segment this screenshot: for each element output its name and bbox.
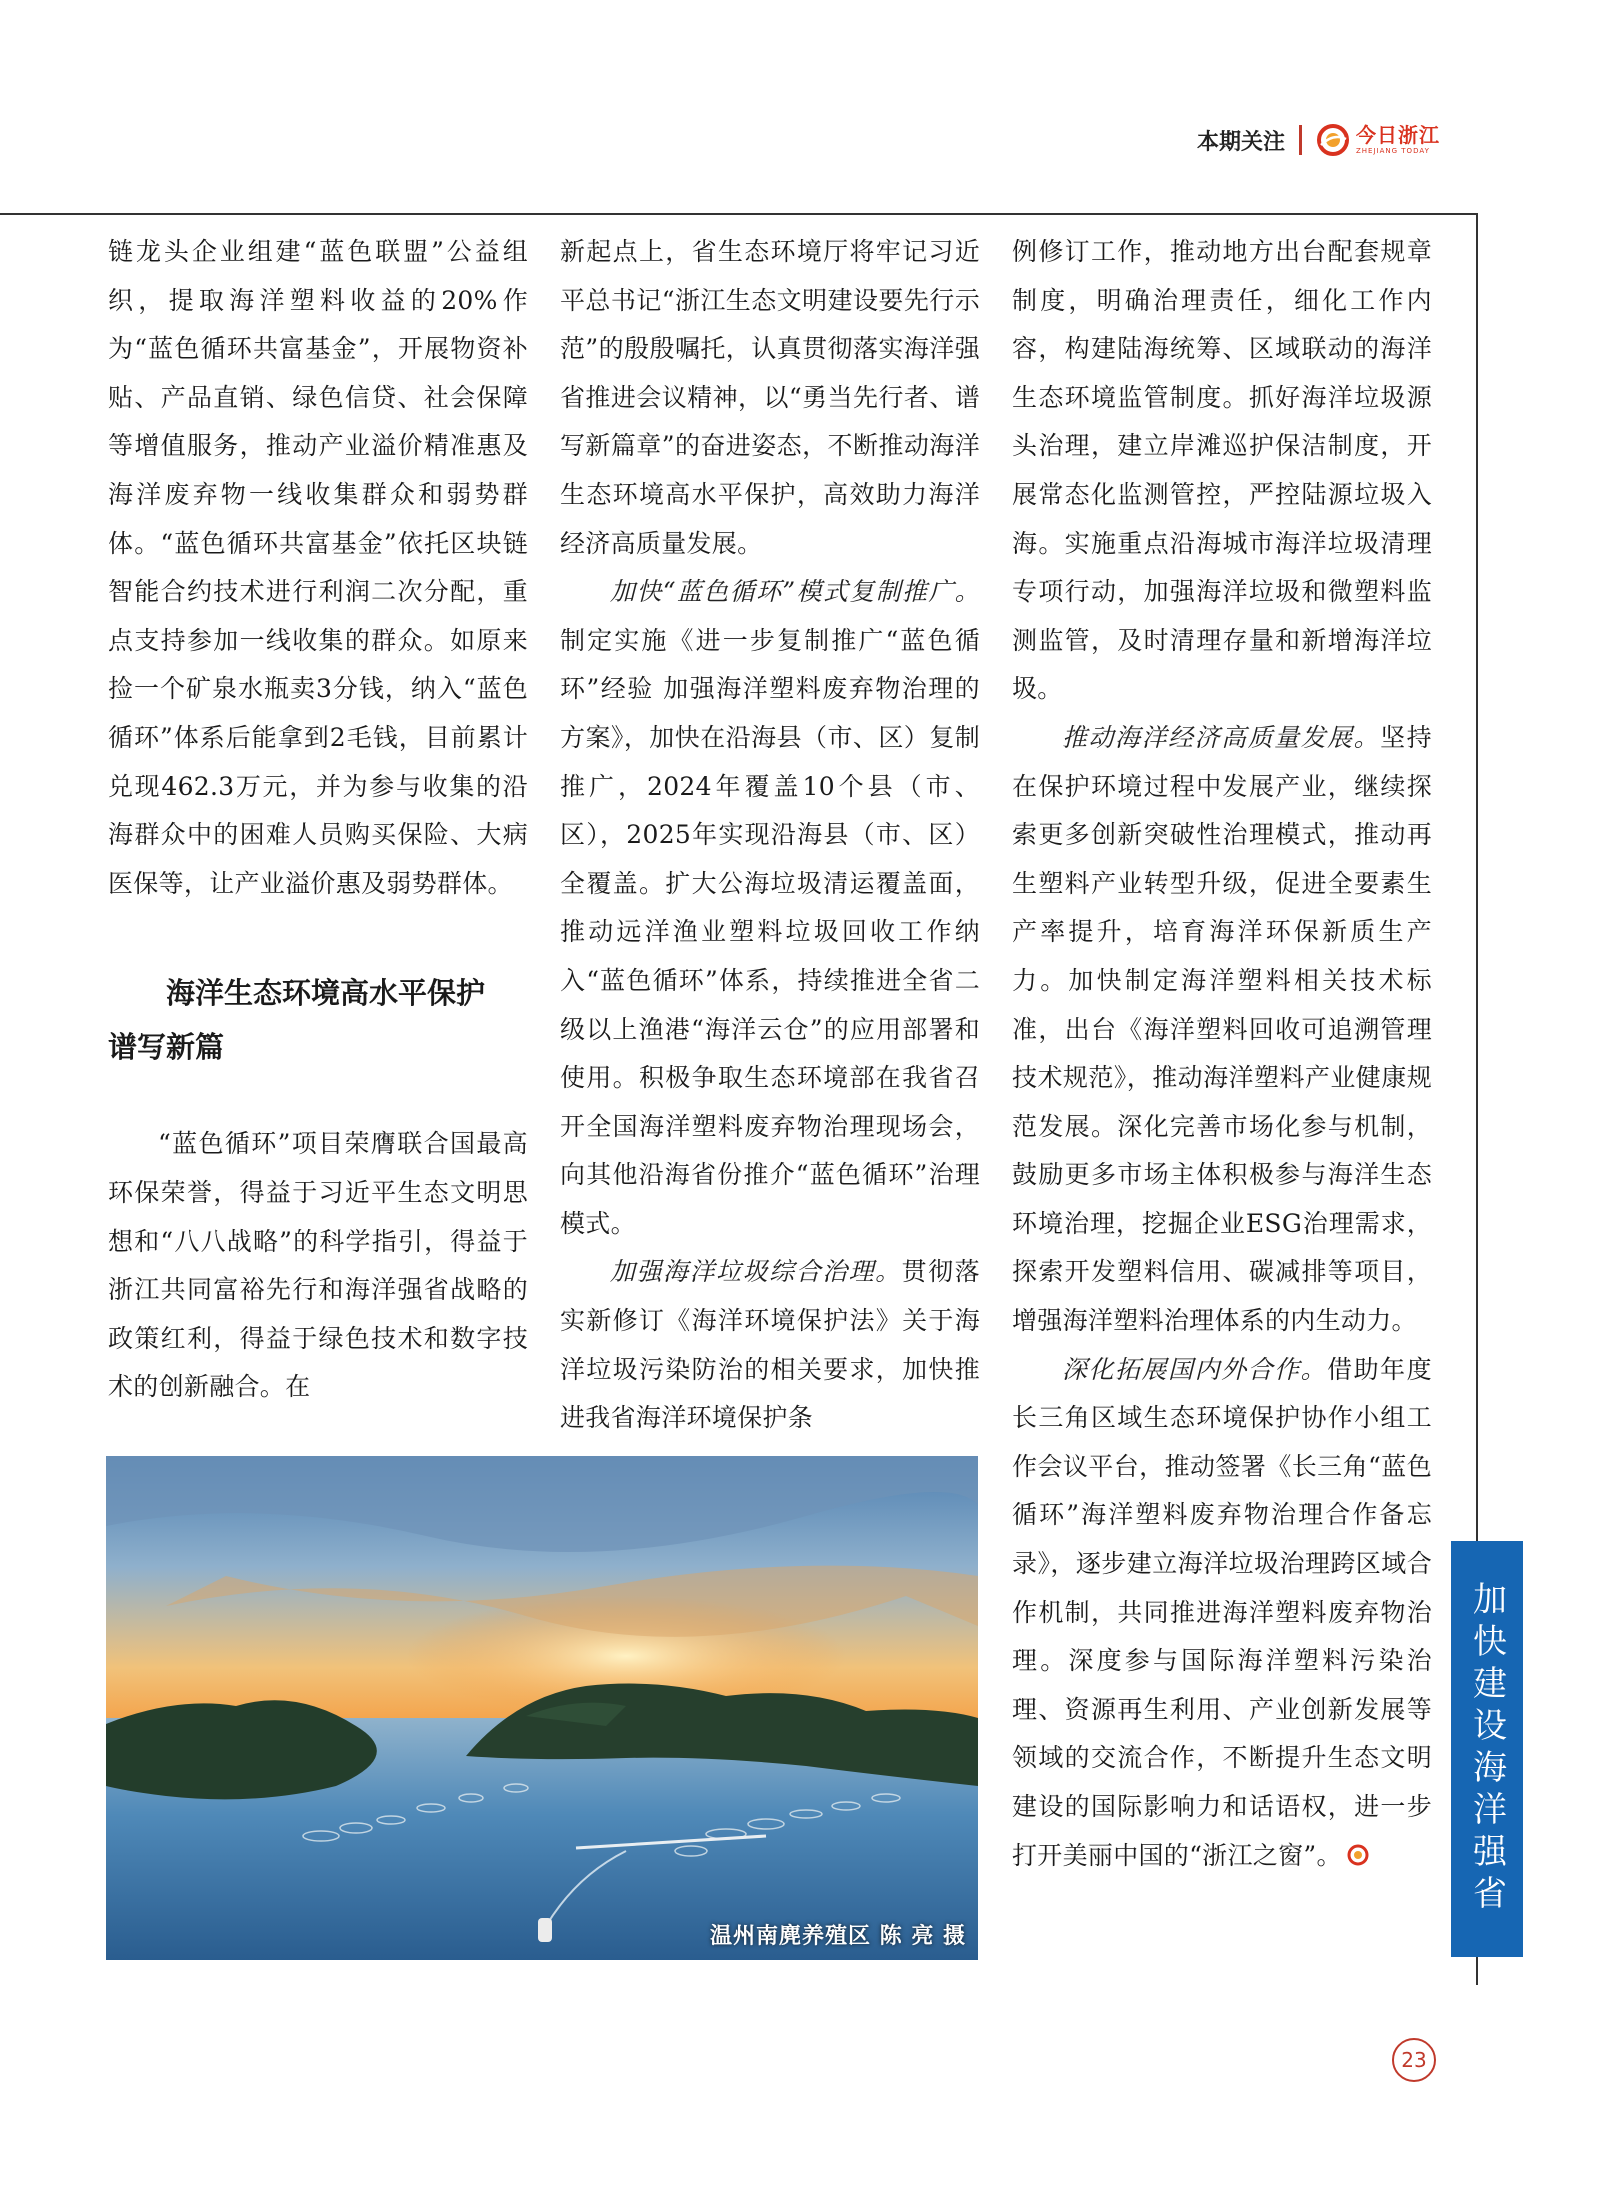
paragraph: 新起点上，省生态环境厅将牢记习近平总书记“浙江生态文明建设要先行示范”的殷殷嘱托，认真贯彻落实海洋强省推进会议精神，以“勇当先行者、谱写新篇章”的奋进姿态，不断推动海洋生态环境高水平保护，高效助力海洋经济高质量发展。 <box>560 237 980 558</box>
section-heading <box>108 966 528 1074</box>
logo-text-en: ZHEJIANG TODAY <box>1356 147 1430 155</box>
paragraph-lead: 加强海洋垃圾综合治理。 <box>610 1257 902 1287</box>
side-tab-text: 加快建设海洋强省 <box>1466 1581 1507 1917</box>
magazine-logo <box>1316 123 1440 157</box>
header-divider <box>1299 125 1302 155</box>
paragraph-lead: 深化拓展国内外合作。 <box>1062 1354 1328 1384</box>
section-side-tab <box>1451 1541 1523 1957</box>
section-heading-line-1: 海洋生态环境高水平保护 <box>166 976 486 1011</box>
column-2 <box>560 228 980 1443</box>
end-of-article-icon <box>1346 1843 1370 1867</box>
paragraph-body: 借助年度长三角区域生态环境保护协作小组工作会议平台，推动签署《长三角“蓝色循环”海洋塑料废弃物治理合作备忘录》，逐步建立海洋垃圾治理跨区域合作机制，共同推进海洋塑料废弃物治理。深度参与国际海洋塑料污染治理、资源再生利用、产业创新发展等领域的交流合作，不断提升生态文明建设的国际影响力和话语权，进一步打开美丽中国的“浙江之窗”。 <box>1012 1354 1432 1870</box>
harbor-photo <box>106 1456 978 1960</box>
sunset-bay-image <box>106 1456 978 1960</box>
page-header <box>1197 118 1440 162</box>
paragraph: 例修订工作，推动地方出台配套规章制度，明确治理责任，细化工作内容，构建陆海统筹、区域联动的海洋生态环境监管制度。抓好海洋垃圾源头治理，建立岸滩巡护保洁制度，开展常态化监测管控，严控陆源垃圾入海。实施重点沿海城市海洋垃圾清理专项行动，加强海洋垃圾和微塑料监测监管，及时清理存量和新增海洋垃圾。 <box>1012 237 1432 704</box>
paragraph <box>1012 1346 1432 1881</box>
page-number: 23 <box>1392 2038 1436 2082</box>
logo-swirl-icon <box>1316 123 1350 157</box>
logo-text-cn: 今日浙江 <box>1356 123 1440 147</box>
paragraph: “蓝色循环”项目荣膺联合国最高环保荣誉，得益于习近平生态文明思想和“八八战略”的科学指引，得益于浙江共同富裕先行和海洋强省战略的政策红利，得益于绿色技术和数字技术的创新融合。在 <box>108 1129 528 1402</box>
paragraph-body: 制定实施《进一步复制推广“蓝色循环”经验 加强海洋塑料废弃物治理的方案》，加快在沿海县（市、区）复制推广，2024年覆盖10个县（市、区），2025年实现沿海县（市、区）全覆盖。扩大公海垃圾清运覆盖面，推动远洋渔业塑料垃圾回收工作纳入“蓝色循环”体系，持续推进全省二级以上渔港“海洋云仓”的应用部署和使用。积极争取生态环境部在我省召开全国海洋塑料废弃物治理现场会，向其他沿海省份推介“蓝色循环”治理模式。 <box>560 625 980 1238</box>
photo-caption: 温州南麂养殖区 陈 亮 摄 <box>710 1924 966 1949</box>
paragraph <box>560 1248 980 1442</box>
paragraph-body: 贯彻落实新修订《海洋环境保护法》关于海洋垃圾污染防治的相关要求，加快推进我省海洋环境保护条 <box>560 1257 980 1433</box>
column-1 <box>108 228 528 1412</box>
paragraph <box>1012 714 1432 1346</box>
column-3 <box>1012 228 1432 1880</box>
section-heading-line-2: 谱写新篇 <box>108 1030 225 1065</box>
section-label: 本期关注 <box>1196 129 1285 155</box>
paragraph-body: 坚持在保护环境过程中发展产业，继续探索更多创新突破性治理模式，推动再生塑料产业转型升级，促进全要素生产率提升，培育海洋环保新质生产力。加快制定海洋塑料相关技术标准，出台《海洋塑料回收可追溯管理技术规范》，推动海洋塑料产业健康规范发展。深化完善市场化参与机制，鼓励更多市场主体积极参与海洋生态环境治理，挖掘企业ESG治理需求，探索开发塑料信用、碳减排等项目，增强海洋塑料治理体系的内生动力。 <box>1012 722 1432 1336</box>
paragraph <box>560 568 980 1248</box>
paragraph-lead: 加快“蓝色循环”模式复制推广。 <box>610 577 980 607</box>
paragraph-lead: 推动海洋经济高质量发展。 <box>1062 722 1381 752</box>
top-rule <box>0 213 1478 215</box>
paragraph: 链龙头企业组建“蓝色联盟”公益组织，提取海洋塑料收益的20%作为“蓝色循环共富基金”，开展物资补贴、产品直销、绿色信贷、社会保障等增值服务，推动产业溢价精准惠及海洋废弃物一线收集群众和弱势群体。“蓝色循环共富基金”依托区块链智能合约技术进行利润二次分配，重点支持参加一线收集的群众。如原来捡一个矿泉水瓶卖3分钱，纳入“蓝色循环”体系后能拿到2毛钱，目前累计兑现462.3万元，并为参与收集的沿海群众中的困难人员购买保险、大病医保等，让产业溢价惠及弱势群体。 <box>108 237 528 898</box>
